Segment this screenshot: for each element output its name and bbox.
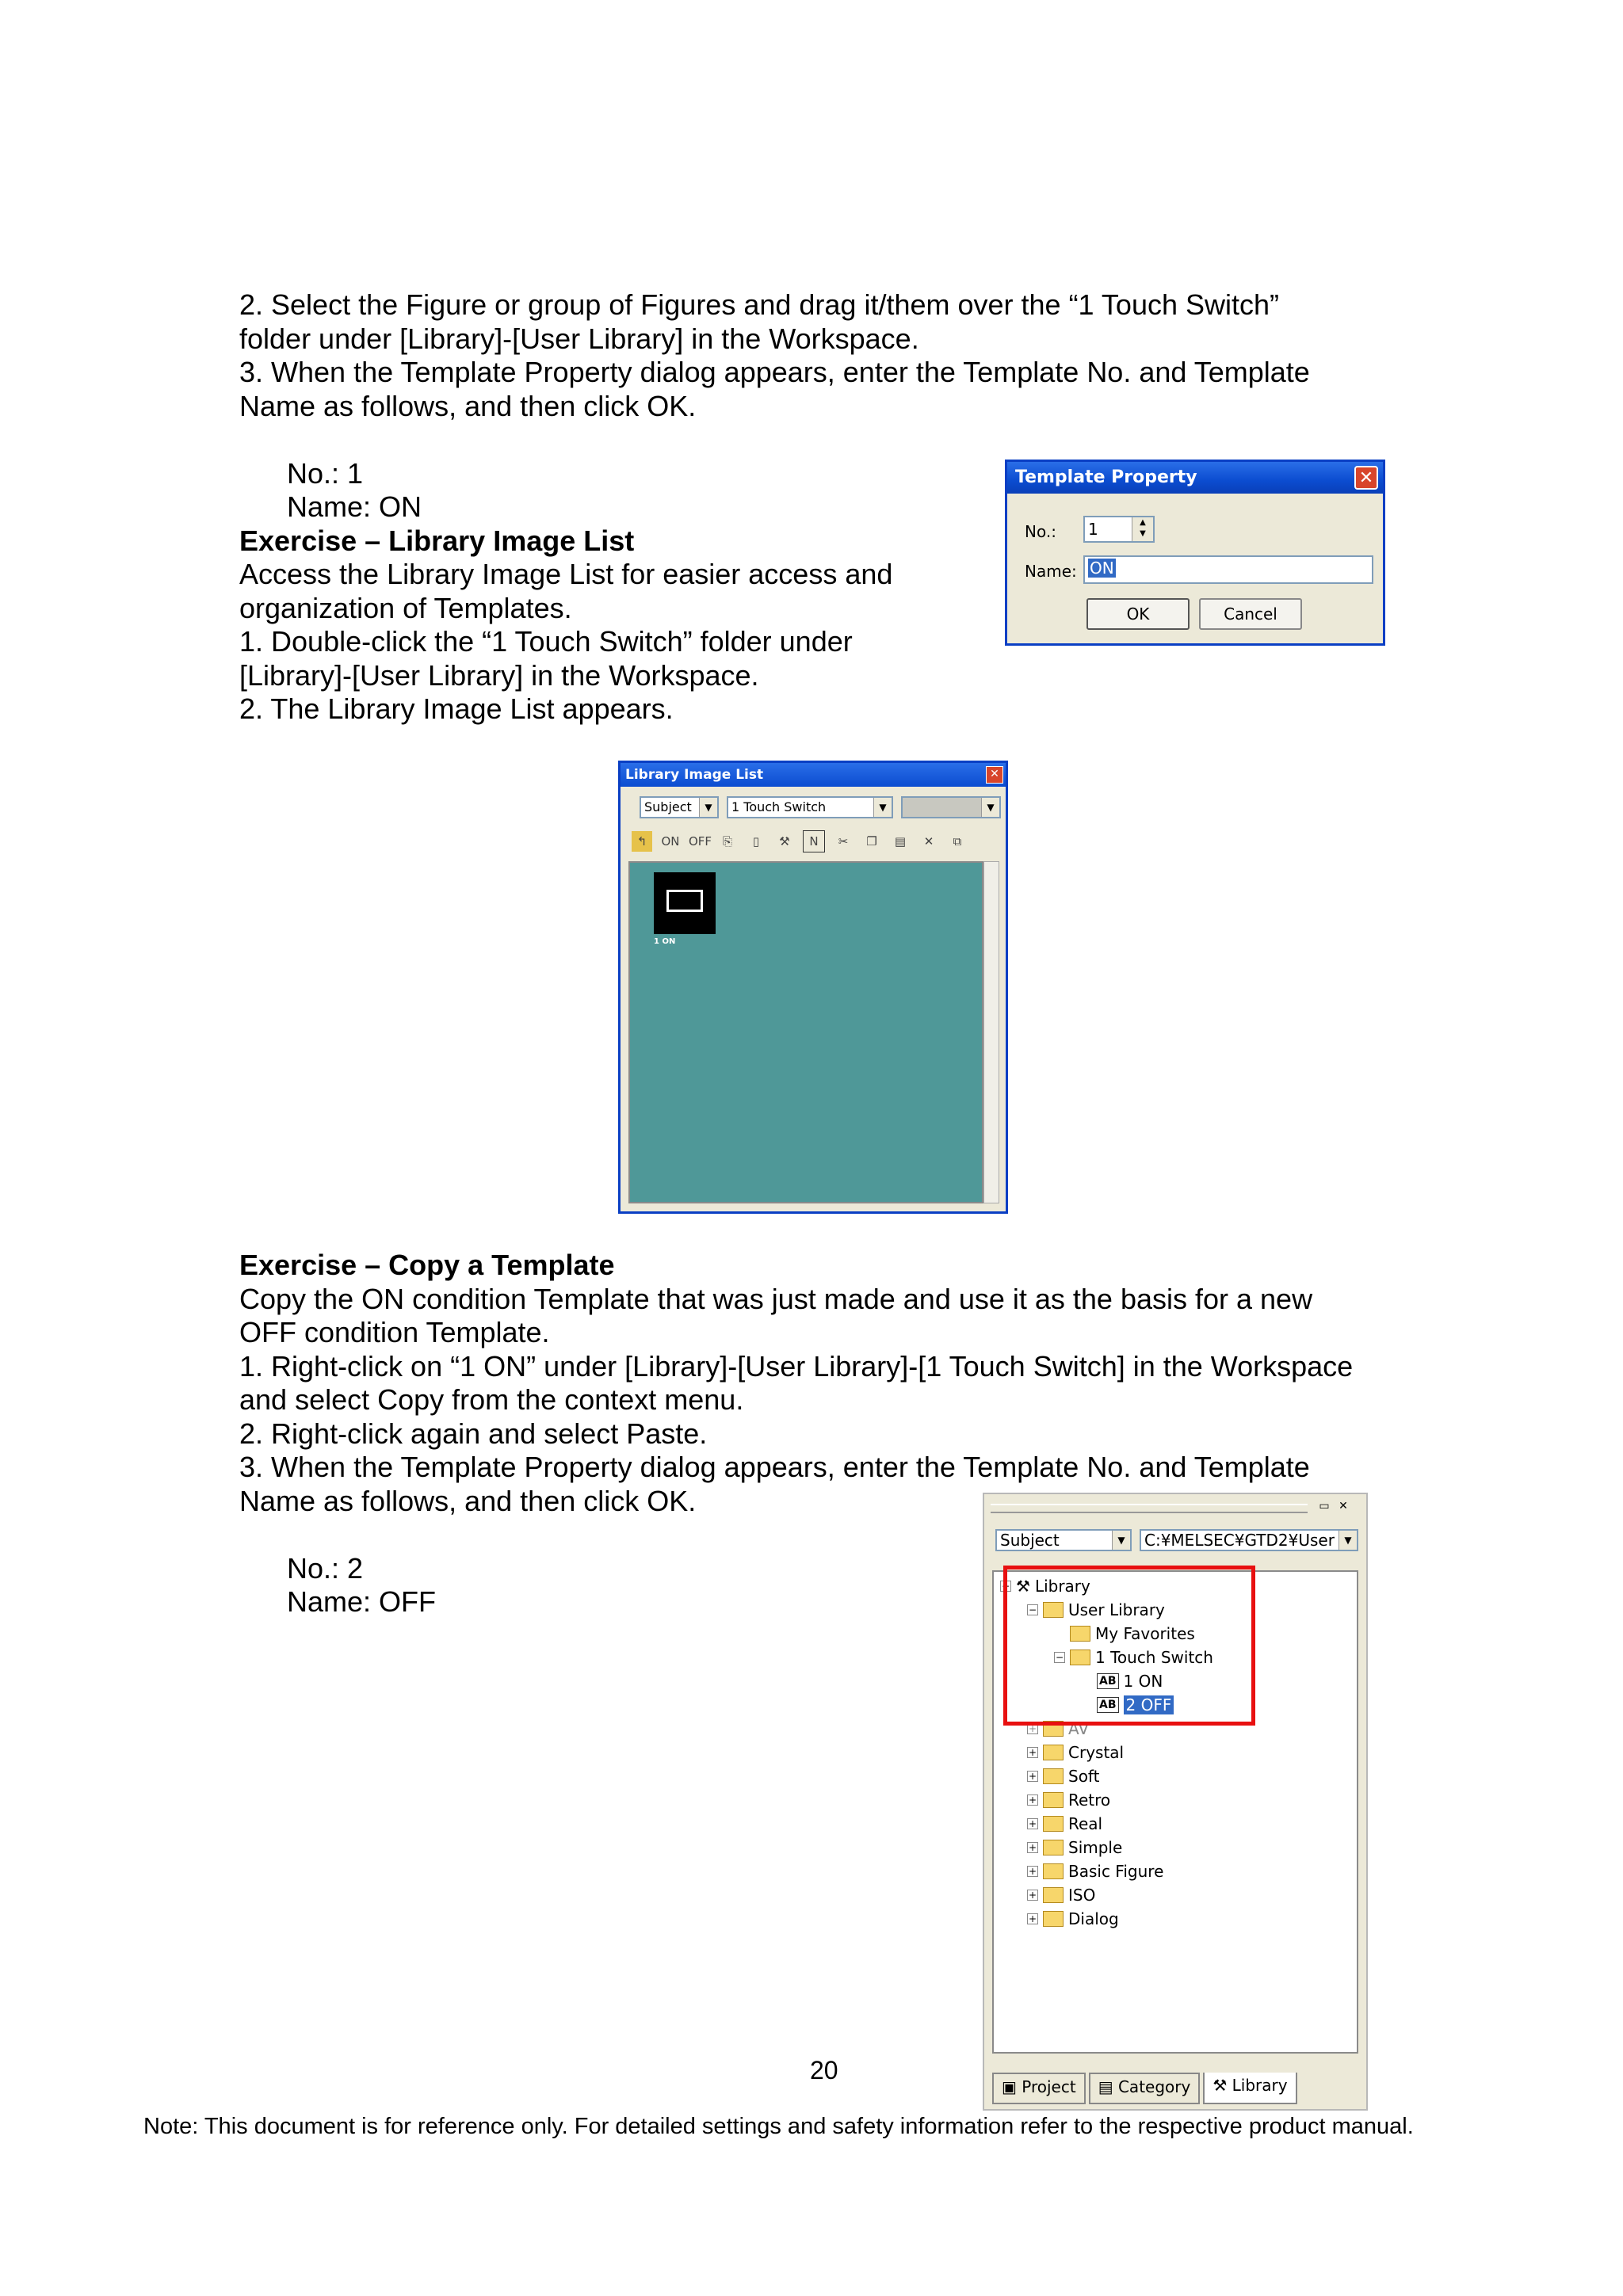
close-icon[interactable]: ✕ — [986, 766, 1003, 784]
library-image-list-window — [618, 761, 1008, 1214]
exercise-line: OFF condition Template. — [239, 1316, 550, 1348]
paste-icon[interactable]: ▤ — [894, 834, 907, 849]
folder-icon — [1043, 1911, 1064, 1927]
tools-icon: ⚒ — [1212, 2076, 1232, 2095]
window-title-bar — [621, 763, 1006, 787]
template-name: Name: OFF — [287, 1585, 437, 1618]
image-list-toolbar — [632, 828, 968, 855]
folder-icon — [1043, 1840, 1064, 1855]
tree-node-crystal[interactable] — [1027, 1743, 1124, 1762]
folder-icon — [1043, 1816, 1064, 1832]
tree-label: Basic Figure — [1068, 1862, 1164, 1881]
tab-project[interactable] — [992, 2073, 1086, 2104]
expand-icon[interactable]: + — [1028, 1818, 1037, 1829]
folder-icon — [1043, 1792, 1064, 1808]
close-icon[interactable]: ✕ — [1338, 1500, 1348, 1512]
subject-select-value: Subject — [1000, 1531, 1060, 1550]
exercise-heading: Exercise – Library Image List — [239, 524, 635, 557]
folder-icon — [1043, 1887, 1064, 1903]
cancel-button[interactable]: Cancel — [1199, 598, 1302, 630]
subject-select[interactable] — [640, 796, 719, 818]
chevron-down-icon[interactable]: ▼ — [1112, 1531, 1130, 1550]
ok-button[interactable]: OK — [1086, 598, 1190, 630]
chevron-down-icon[interactable]: ▼ — [1338, 1531, 1357, 1550]
tree-label: My Favorites — [1095, 1624, 1195, 1643]
chevron-down-icon[interactable]: ▼ — [873, 798, 892, 817]
page-number: 20 — [810, 2056, 838, 2084]
collapse-icon[interactable]: − — [1028, 1604, 1037, 1615]
intro-line: folder under [Library]-[User Library] in the Workspace. — [239, 322, 919, 355]
category-icon: ▤ — [1098, 2077, 1118, 2096]
cut-icon[interactable]: ✂ — [838, 834, 849, 849]
tree-label: Dialog — [1068, 1909, 1119, 1928]
exercise-line: organization of Templates. — [239, 591, 572, 624]
tree-node-dialog[interactable] — [1027, 1909, 1119, 1928]
expand-icon[interactable]: + — [1028, 1747, 1037, 1758]
template-name: Name: ON — [287, 490, 422, 523]
tree-node-basic-figure[interactable] — [1027, 1862, 1163, 1881]
chevron-down-icon: ▼ — [981, 798, 999, 817]
exercise-line: 2. The Library Image List appears. — [239, 692, 674, 725]
exercise-line: 1. Right-click on “1 ON” under [Library]-[User Library]-[1 Touch Switch] in the Workspace — [239, 1349, 1354, 1383]
window-title: Library Image List — [625, 767, 764, 783]
exercise-line: Copy the ON condition Template that was just made and use it as the basis for a new — [239, 1282, 1313, 1315]
expand-icon[interactable]: + — [1028, 1723, 1037, 1734]
tree-label: User Library — [1068, 1600, 1165, 1619]
restore-icon[interactable]: ▭ — [1319, 1500, 1330, 1512]
folder-up-icon[interactable]: ↰ — [632, 831, 652, 852]
spinner-arrows-icon[interactable]: ▲ ▼ — [1132, 517, 1153, 541]
footer-note: Note: This document is for reference only. For detailed settings and safety information refer to the respective product manual. — [143, 2114, 1414, 2139]
new-file-icon[interactable]: ▯ — [752, 834, 760, 849]
tree-label: ISO — [1068, 1886, 1096, 1905]
exercise-line: 2. Right-click again and select Paste. — [239, 1417, 708, 1450]
delete-icon[interactable]: ✕ — [923, 834, 934, 849]
folder-select[interactable] — [727, 796, 893, 818]
intro-line: 3. When the Template Property dialog appears, enter the Template No. and Template — [239, 356, 1310, 388]
tree-node-iso[interactable] — [1027, 1886, 1095, 1905]
tree-node-real[interactable] — [1027, 1814, 1102, 1833]
folder-select-value: 1 Touch Switch — [731, 799, 827, 814]
tab-category[interactable] — [1089, 2073, 1201, 2104]
toggle-icon[interactable]: N — [803, 830, 825, 852]
on-toggle-button[interactable]: ON — [661, 834, 680, 849]
template-number: No.: 1 — [287, 456, 364, 490]
expand-icon[interactable]: + — [1028, 1913, 1037, 1924]
tree-label-selected: 2 OFF — [1124, 1695, 1174, 1714]
exercise-line: 1. Double-click the “1 Touch Switch” folder under — [239, 625, 853, 658]
exercise-line: Access the Library Image List for easier access and — [239, 558, 893, 590]
no-label: No.: — [1025, 522, 1056, 541]
tab-library[interactable] — [1203, 2073, 1296, 2104]
expand-icon[interactable]: + — [1028, 1890, 1037, 1901]
dialog-title: Template Property — [1015, 467, 1197, 487]
template-icon: AB — [1097, 1673, 1119, 1689]
collapse-icon[interactable]: − — [1001, 1581, 1010, 1592]
thumbnail-label: 1 ON — [654, 937, 676, 946]
dialog-title-bar — [1007, 462, 1383, 494]
vertical-scrollbar[interactable] — [983, 861, 999, 1203]
exercise-line: 3. When the Template Property dialog appears, enter the Template No. and Template — [239, 1451, 1310, 1483]
expand-icon[interactable]: + — [1028, 1771, 1037, 1782]
tree-label: Crystal — [1068, 1743, 1125, 1762]
intro-line: Name as follows, and then click OK. — [239, 389, 697, 422]
path-select-value: C:¥MELSEC¥GTD2¥User — [1144, 1531, 1335, 1550]
exercise-line: Name as follows, and then click OK. — [239, 1484, 697, 1517]
tree-label: Real — [1068, 1814, 1103, 1833]
new-folder-icon[interactable]: ⎘ — [722, 834, 732, 849]
exercise-heading: Exercise – Copy a Template — [239, 1249, 615, 1281]
project-icon: ▣ — [1002, 2077, 1022, 2096]
path-select[interactable] — [1140, 1529, 1358, 1551]
template-name-value: ON — [1090, 559, 1114, 578]
tree-label: Soft — [1068, 1767, 1100, 1786]
tree-node-simple[interactable] — [1027, 1838, 1122, 1857]
template-name-field[interactable] — [1083, 555, 1373, 584]
tab-label: Library — [1232, 2076, 1288, 2095]
folder-icon — [1043, 1768, 1064, 1784]
disabled-select — [901, 796, 1001, 818]
collapse-icon[interactable]: − — [1055, 1652, 1064, 1663]
tree-label: AV — [1068, 1719, 1090, 1738]
workspace-panel — [983, 1493, 1368, 2111]
tree-label: 1 Touch Switch — [1095, 1648, 1213, 1667]
workspace-tabs — [992, 2073, 1297, 2104]
tree-node-soft[interactable] — [1027, 1767, 1099, 1786]
copy-icon[interactable]: ❐ — [866, 834, 877, 849]
tree-label: Retro — [1068, 1791, 1111, 1810]
template-thumbnail[interactable] — [654, 872, 716, 934]
chevron-down-icon[interactable]: ▼ — [699, 798, 717, 817]
expand-icon[interactable]: + — [1028, 1842, 1037, 1853]
off-toggle-button[interactable]: OFF — [689, 834, 712, 849]
exercise-line: and select Copy from the context menu. — [239, 1383, 744, 1416]
close-icon[interactable]: ✕ — [1354, 466, 1378, 490]
tab-label: Category — [1117, 2077, 1191, 2096]
intro-line: 2. Select the Figure or group of Figures and drag it/them over the “1 Touch Switch” — [239, 288, 1280, 321]
template-number: No.: 2 — [287, 1551, 364, 1585]
highlight-box — [1003, 1566, 1255, 1726]
subject-select-value: Subject — [644, 799, 692, 814]
tools-icon[interactable]: ⚒ — [779, 834, 790, 849]
folder-icon — [1043, 1745, 1064, 1760]
expand-icon[interactable]: + — [1028, 1866, 1037, 1877]
tree-node-retro[interactable] — [1027, 1791, 1110, 1810]
properties-icon[interactable]: ⧉ — [953, 834, 962, 849]
tree-label: Simple — [1068, 1838, 1123, 1857]
template-no-stepper[interactable] — [1083, 516, 1155, 543]
tree-label: Library — [1034, 1577, 1090, 1596]
subject-select[interactable] — [995, 1529, 1132, 1551]
panel-grip[interactable] — [991, 1504, 1308, 1513]
exercise-line: [Library]-[User Library] in the Workspace. — [239, 658, 759, 692]
template-no-value: 1 — [1088, 520, 1098, 539]
expand-icon[interactable]: + — [1028, 1794, 1037, 1806]
tab-label: Project — [1022, 2077, 1076, 2096]
name-label: Name: — [1025, 562, 1077, 581]
switch-shape — [666, 890, 703, 912]
tree-label: 1 ON — [1123, 1672, 1163, 1691]
image-list-canvas[interactable] — [628, 861, 983, 1203]
folder-icon — [1043, 1863, 1064, 1879]
template-icon: AB — [1097, 1697, 1119, 1713]
tools-icon: ⚒ — [1016, 1577, 1030, 1596]
template-property-dialog — [1005, 460, 1385, 646]
